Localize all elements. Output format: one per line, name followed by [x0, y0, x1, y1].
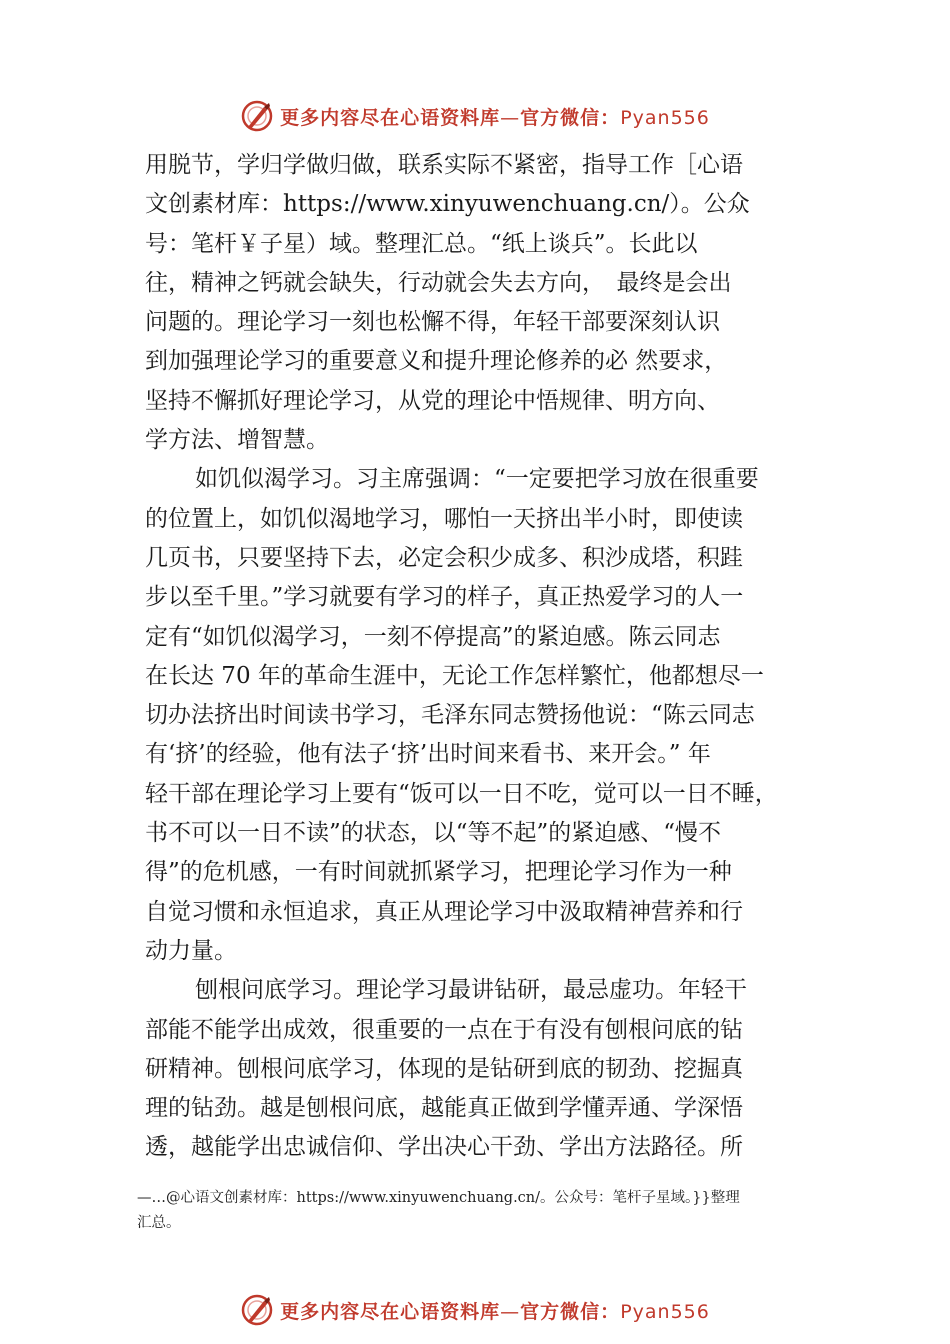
text-line: 得”的危机感，一有时间就抓紧学习，把理论学习作为一种 [145, 859, 732, 886]
text-line: 步以至千里。”学习就要有学习的样子，真正热爱学习的人一 [145, 584, 744, 611]
text-line: 如饥似渴学习。习主席强调：“一定要把学习放在很重要 [195, 466, 759, 493]
text-line: 问题的。理论学习一刻也松懈不得，年轻干部要深刻认识 [145, 309, 720, 336]
banner-separator: — [500, 1300, 521, 1323]
footer-banner [0, 1290, 950, 1330]
text-line: 用脱节，学归学做归做，联系实际不紧密，指导工作［心语 [145, 152, 743, 178]
text-line: 定有“如饥似渴学习，一刻不停提高”的紧迫感。陈云同志 [145, 623, 721, 650]
footnote [137, 1186, 837, 1236]
text-line: 往，精神之钙就会缺失，行动就会失去方向， 最终是会出 [145, 269, 732, 296]
banner-wechat-id: Pyan556 [620, 1300, 710, 1323]
text-line: 书不可以一日不读”的状态，以“等不起”的紧迫感、“慢不 [145, 820, 722, 847]
text-line: 透，越能学出忠诚信仰、学出决心干劲、学出方法路径。所 [145, 1134, 743, 1161]
footnote-line: 汇总。 [137, 1215, 181, 1231]
text-line: 有‘挤’的经验，他有法子‘挤’出时间来看书、来开会。” 年 [145, 741, 711, 768]
text-line: 动力量。 [145, 937, 237, 964]
text-line: 文创素材库：https://www.xinyuwenchuang.cn/）。公众 [145, 191, 750, 218]
paragraph-1 [145, 146, 815, 460]
text-line: 刨根问底学习。理论学习最讲钻研，最忌虚功。年轻干 [195, 977, 747, 1004]
pen-logo-icon [240, 1293, 274, 1327]
pen-logo-icon [240, 99, 274, 133]
text-line: 号：笔杆￥子星）域。整理汇总。“纸上谈兵”。长此以 [145, 230, 698, 257]
paragraph-3 [145, 971, 815, 1167]
banner-text [280, 1297, 710, 1324]
paragraph-2 [145, 460, 815, 971]
text-line: 在长达 70 年的革命生涯中，无论工作怎样繁忙，他都想尽一 [145, 662, 764, 689]
text-line: 理的钻劲。越是刨根问底，越能真正做到学懂弄通、学深悟 [145, 1095, 743, 1122]
banner-wechat-label: 官方微信： [520, 1300, 621, 1323]
footnote-line: —…@心语文创素材库：https://www.xinyuwenchuang.cn/。公众号：笔杆子星域。}}整理 [137, 1190, 740, 1206]
text-line: 研精神。刨根问底学习，体现的是钻研到底的韧劲、挖掘真 [145, 1055, 743, 1082]
banner-wechat-label: 官方微信： [520, 106, 621, 129]
text-line: 的位置上，如饥似渴地学习，哪怕一天挤出半小时，即使读 [145, 505, 743, 532]
header-banner [0, 96, 950, 136]
text-line: 几页书，只要坚持下去，必定会积少成多、积沙成塔，积跬 [145, 544, 743, 571]
banner-text [280, 103, 710, 130]
text-line: 到加强理论学习的重要意义和提升理论修养的必 然要求， [145, 348, 728, 375]
banner-main-text: 更多内容尽在心语资料库 [280, 106, 501, 129]
text-line: 轻干部在理论学习上要有“饭可以一日不吃，觉可以一日不睡， [145, 780, 778, 807]
banner-main-text: 更多内容尽在心语资料库 [280, 1300, 501, 1323]
text-line: 自觉习惯和永恒追求，真正从理论学习中汲取精神营养和行 [145, 898, 743, 925]
banner-separator: — [500, 106, 521, 129]
text-line: 学方法、增智慧。 [145, 427, 329, 454]
text-line: 坚持不懈抓好理论学习，从党的理论中悟规律、明方向、 [145, 387, 720, 414]
document-body [145, 146, 815, 1168]
text-line: 部能不能学出成效，很重要的一点在于有没有刨根问底的钻 [145, 1016, 743, 1043]
text-line: 切办法挤出时间读书学习，毛泽东同志赞扬他说：“陈云同志 [145, 702, 755, 729]
banner-wechat-id: Pyan556 [620, 106, 710, 129]
